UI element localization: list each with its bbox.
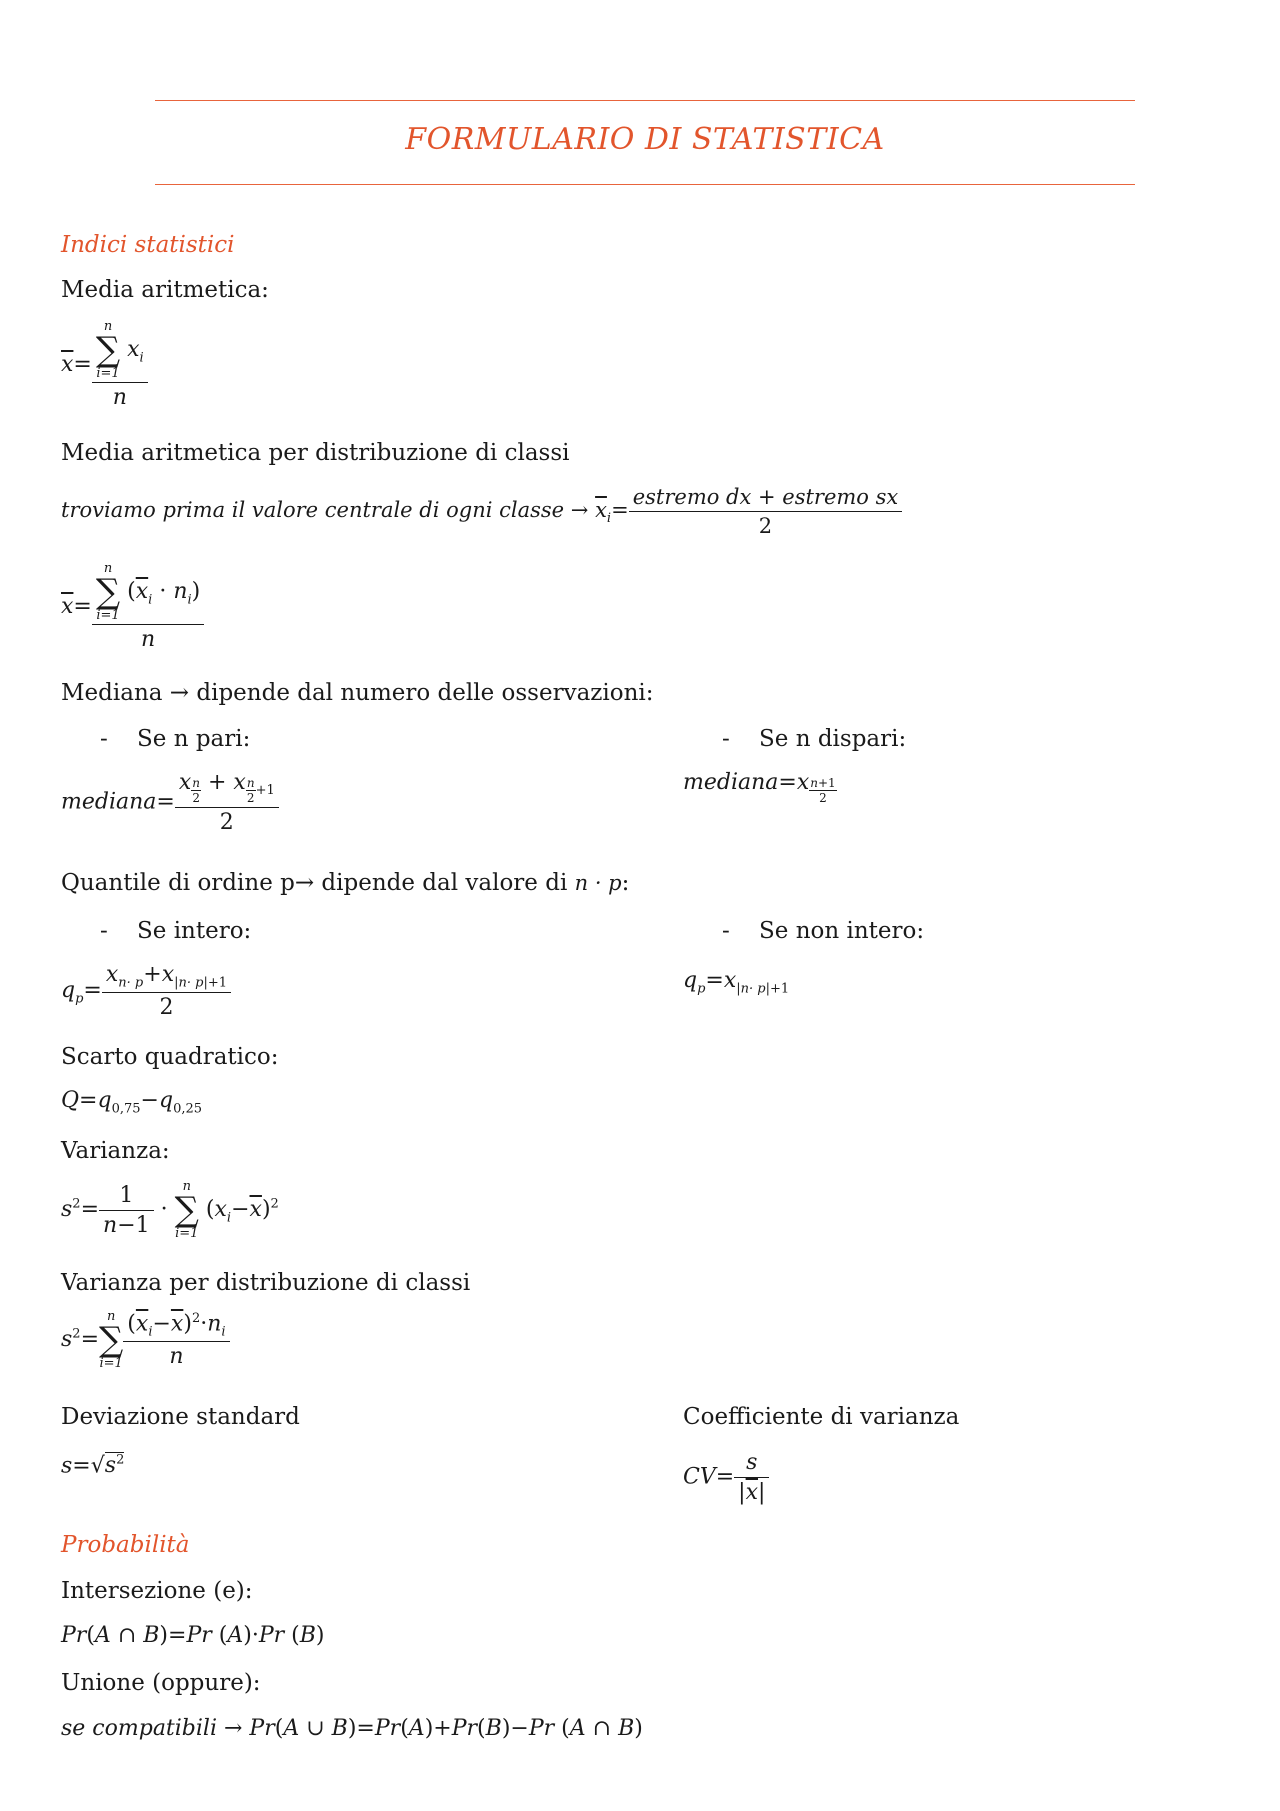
- label-scarto: Scarto quadratico:: [61, 1044, 279, 1070]
- formula-deviazione: $s=√s^2$: [61, 1453, 125, 1479]
- bullet-se-n-pari: - Se n pari:: [100, 726, 251, 752]
- formula-varianza-classi: $s^2=$ n ∑ i=1 $\frac{(\overline{x}_i-\overline{x})^2\cdot n_i}{n}$: [61, 1310, 230, 1370]
- page-title: FORMULARIO DI STATISTICA: [405, 122, 885, 157]
- formula-valore-centrale: troviamo prima il valore centrale di ogni classe → $\overline{x}_i=$ $\frac{\text{estremo dx + estremo sx}}{2}$: [61, 485, 902, 538]
- title-top-rule: [155, 100, 1135, 101]
- formula-unione: se compatibili → Pr(A ∪ B)=Pr(A)+Pr(B)−Pr (A ∩ B): [61, 1716, 643, 1741]
- bullet-se-n-dispari: - Se n dispari:: [722, 726, 907, 752]
- formula-quantile-non-intero: $q_p=x_{|n\cdot p|+1}$: [683, 968, 790, 997]
- label-varianza: Varianza:: [61, 1138, 170, 1164]
- section-indici-statistici: Indici statistici: [61, 232, 235, 258]
- formula-media-aritmetica: $\overline{x}=$ n ∑ i=1 $x_i$ n: [61, 320, 148, 410]
- formula-scarto: $Q=q_{0,75}-q_{0,25}$: [61, 1088, 203, 1117]
- section-probabilita: Probabilità: [61, 1532, 190, 1558]
- bullet-se-intero: - Se intero:: [100, 918, 252, 944]
- label-intersezione: Intersezione (e):: [61, 1578, 253, 1604]
- bullet-se-non-intero: - Se non intero:: [722, 918, 925, 944]
- label-deviazione: Deviazione standard: [61, 1404, 300, 1430]
- text-estremo: estremo dx + estremo sx: [632, 485, 899, 509]
- label-mediana: Mediana → dipende dal numero delle osservazioni:: [61, 680, 654, 706]
- formula-coefficiente: CV= $\frac{s}{|\overline{x}|}$: [683, 1450, 769, 1505]
- label-quantile: Quantile di ordine p→ dipende dal valore di n · p:: [61, 870, 630, 896]
- formula-mediana-dispari: mediana=x $_{\frac{n+1}{2}}$: [683, 770, 836, 806]
- formula-varianza: $s^2=$ $\frac{1}{n-1}$ · n ∑ i=1 $(x_i-\overline{x})^2$: [61, 1179, 279, 1241]
- formula-media-classi: $\overline{x}=$ n ∑ i=1 $(\overline{x}_i \cdot n_i)$ n: [61, 562, 204, 652]
- label-media-classi: Media aritmetica per distribuzione di classi: [61, 440, 570, 466]
- label-unione: Unione (oppure):: [61, 1670, 261, 1696]
- label-coefficiente: Coefficiente di varianza: [683, 1404, 960, 1430]
- label-varianza-classi: Varianza per distribuzione di classi: [61, 1270, 471, 1296]
- title-bottom-rule: [155, 184, 1135, 185]
- formula-intersezione: Pr(A ∩ B)=Pr (A)·Pr (B): [61, 1623, 325, 1648]
- formula-quantile-intero: $q_p=$ $\frac{x_{n\cdot p}+x_{|n\cdot p|+1}}{2}$: [61, 962, 231, 1020]
- formula-mediana-pari: mediana= x $_{\frac{n}{2}}$ + x $_{\frac{n}{2} +1}$ 2: [61, 770, 279, 835]
- text-troviamo: troviamo prima il valore centrale di ogni classe: [61, 498, 565, 522]
- label-media-aritmetica: Media aritmetica:: [61, 277, 269, 303]
